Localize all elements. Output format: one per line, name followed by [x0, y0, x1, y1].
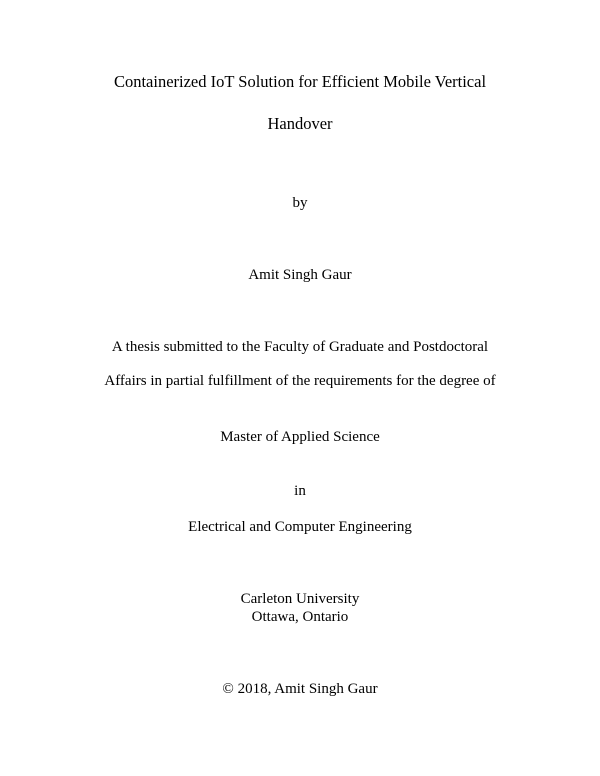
by-label: by — [292, 195, 308, 211]
thesis-title-line-2: Handover — [267, 114, 333, 133]
degree-name: Master of Applied Science — [220, 429, 380, 445]
submission-statement-line-1: A thesis submitted to the Faculty of Graduate and Postdoctoral — [111, 339, 489, 355]
university-location: Ottawa, Ontario — [251, 609, 349, 625]
in-label: in — [294, 483, 306, 499]
discipline-name: Electrical and Computer Engineering — [188, 519, 412, 535]
university-name: Carleton University — [240, 591, 360, 607]
author-name: Amit Singh Gaur — [248, 267, 352, 283]
copyright-notice: © 2018, Amit Singh Gaur — [222, 681, 378, 697]
submission-statement-line-2: Affairs in partial fulfillment of the requirements for the degree of — [104, 373, 496, 389]
thesis-title-line-1: Containerized IoT Solution for Efficient Mobile Vertical — [113, 72, 487, 91]
